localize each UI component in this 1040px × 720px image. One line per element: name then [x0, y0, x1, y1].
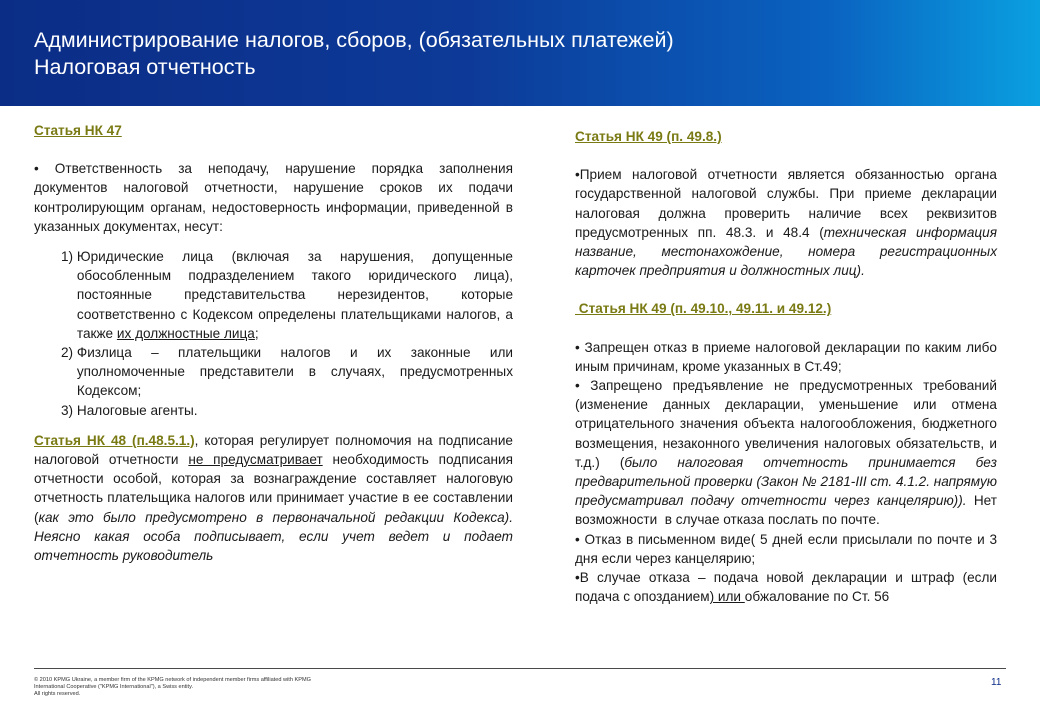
responsible-parties-list: [34, 247, 513, 420]
list-item-text: Физлица – плательщики налогов и их законные или уполномоченные представители в случаях, предусмотренных Кодексом;: [76, 345, 513, 399]
list-item: 1) Юридические лица (включая за нарушения, допущенные обособленным подразделением такого юридического лица), постоянные представительства нерезидентов, которые соответственно с Кодексом определены плательщиками налогов, а также их должностные лица;: [61, 247, 513, 343]
paragraph-acceptance: •Прием налоговой отчетности является обязанностью органа государственной налоговой службы. При приеме декларации налоговая должна проверить наличие всех реквизитов предусмотренных пп. 48.3. и 48.4 (техническая информация название, местонахождение, номера регистрационных карточек предприятия и должностных лиц).: [575, 167, 997, 279]
page-number: 11: [991, 677, 1002, 688]
list-item-underlined: их должностные лица: [116, 325, 255, 341]
bullet-refusal-prohibited: • Запрещен отказ в приеме налоговой декларации по каким либо иным причинам, кроме указанных в Ст.49;: [575, 339, 997, 374]
heading-article-49-8: Статья НК 49 (п. 49.8.): [575, 129, 722, 144]
left-column: [34, 121, 513, 565]
title-line-2: Налоговая отчетность: [34, 55, 256, 79]
heading-article-49-10: Статья НК 49 (п. 49.10., 49.11. и 49.12.): [575, 301, 832, 317]
title-line-1: Администрирование налогов, сборов, (обязательных платежей): [34, 28, 674, 52]
page-title: [34, 27, 674, 81]
footer-copyright: © 2010 KPMG Ukraine, a member firm of the KPMG network of independent member firms affiliated with KPMG International Cooperative ("KPMG International"), a Swiss entity. All rights reserved.: [34, 677, 311, 697]
bullet-written-refusal: • Отказ в письменном виде( 5 дней если присылали по почте и 3 дня если через канцелярию;: [575, 531, 997, 566]
right-column: [575, 127, 1001, 606]
list-item: [61, 343, 513, 401]
footer-divider: [34, 668, 1006, 669]
list-item: [61, 401, 513, 420]
not-provided-underlined: не предусматривает: [188, 452, 323, 468]
list-item-number: 1): [61, 249, 74, 265]
list-item-number: 2): [61, 345, 74, 361]
paragraph-responsibility: • Ответственность за неподачу, нарушение порядка заполнения документов налоговой отчетности, нарушение сроков их подачи контролирующим органам, недостоверность информации, приведенной в указанных документах, несут:: [34, 161, 513, 234]
list-item-text: Юридические лица (включая за нарушения, допущенные обособленным подразделением такого юридического лица), постоянные представительства нерезидентов, которые соответственно с Кодексом определены плательщиками налогов, а также: [76, 249, 513, 341]
bullet-new-declaration: •В случае отказа – подача новой декларации и штраф (если подача с опозданием) или обжалование по Ст. 56: [575, 570, 997, 605]
list-item-number: 3): [61, 402, 74, 418]
paragraph-article-48: Статья НК 48 (п.48.5.1.), которая регулирует полномочия на подписание налоговой отчетности не предусматривает необходимость подписания отчетности особой, которая за вознаграждение составляет налоговую отчетность плательщика налогов или принимает участие в ее составлении (как это было предусмотрено в первоначальной редакции Кодекса). Неясно какая особа подписывает, если учет ведет и подает отчетность руководитель: [34, 432, 513, 564]
bullet-requirements-prohibited: • Запрещено предъявление не предусмотренных требований (изменение данных декларации, уменьшение или отмена отрицательного значения объекта налогообложения, бюджетного возмещения, незаконного увеличения налоговых обязательств, и т.д.) (было налоговая отчетность принимается без предварительной проверки (Закон № 2181-ІІІ ст. 4.1.2. напрямую предусматривал подачу отчетности через канцелярию)). Нет возможности в случае отказа послать по почте.: [575, 378, 1001, 528]
heading-article-47: Статья НК 47: [34, 123, 122, 138]
list-item-text: Налоговые агенты.: [76, 402, 198, 418]
heading-article-48: Статья НК 48 (п.48.5.1.): [34, 432, 195, 448]
header-banner: [0, 0, 1040, 106]
